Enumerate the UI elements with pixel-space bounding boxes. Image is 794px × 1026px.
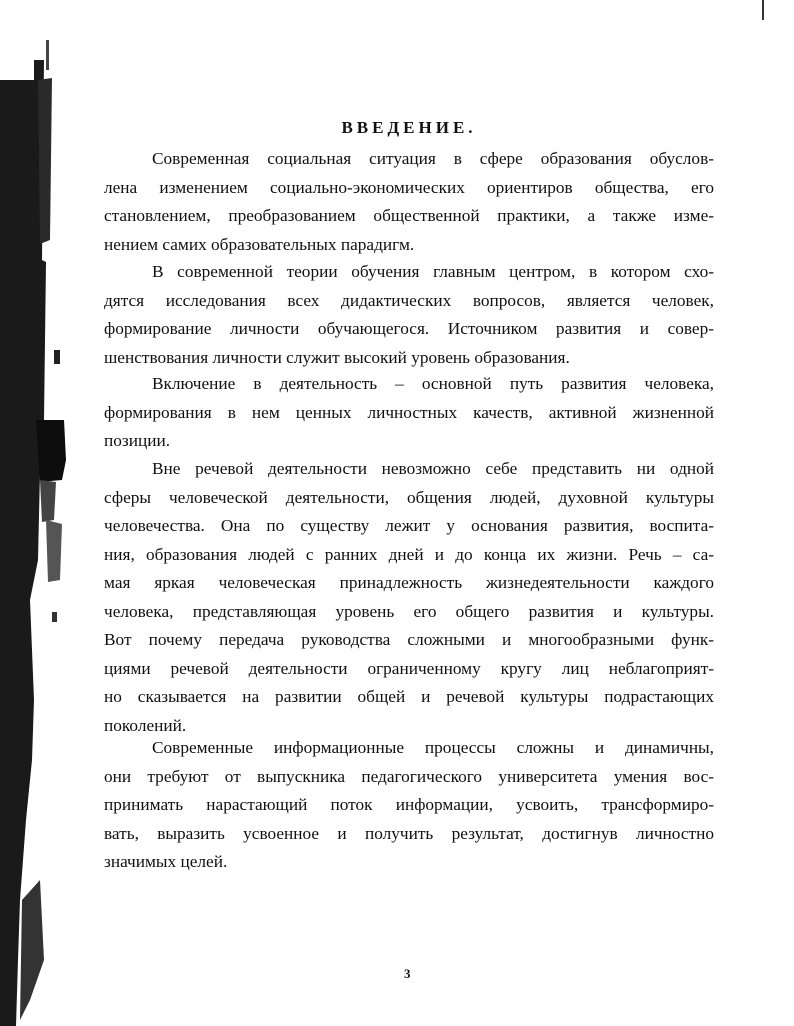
text-line: лена изменением социально-экономических ориентиров общества, его — [104, 177, 714, 197]
text-line: они требуют от выпускника педагогического университета умения вос- — [104, 766, 714, 786]
paragraph-2 — [104, 258, 714, 372]
text-line: Вне речевой деятельности невозможно себе представить ни одной — [152, 459, 714, 478]
text-line: дятся исследования всех дидактических вопросов, является человек, — [104, 290, 714, 310]
paragraph-4 — [104, 455, 714, 740]
scan-corner-mark — [762, 0, 764, 20]
text-line: вать, выразить усвоенное и получить результат, достигнув личностно — [104, 823, 714, 843]
text-line: циями речевой деятельности ограниченному кругу лиц неблагоприят- — [104, 658, 714, 678]
text-line: значимых целей. — [104, 852, 228, 871]
paragraph-3 — [104, 370, 714, 456]
page-title: ВВЕДЕНИЕ. — [341, 118, 477, 137]
text-line: мая яркая человеческая принадлежность жизнедеятельности каждого — [104, 573, 714, 592]
text-line: В современной теории обучения главным центром, в котором схо- — [152, 262, 714, 281]
text-line: но сказывается на развитии общей и речевой культуры подрастающих — [104, 687, 714, 706]
text-line: формирование личности обучающегося. Источником развития и совер- — [104, 319, 714, 338]
text-line: Современная социальная ситуация в сфере образования обуслов- — [152, 149, 714, 168]
text-line: шенствования личности служит высокий уровень образования. — [104, 347, 570, 367]
text-line: нением самих образовательных парадигм. — [104, 234, 415, 254]
paragraph-1 — [104, 145, 714, 259]
scan-binding-shadow — [0, 0, 80, 1026]
text-line: принимать нарастающий поток информации, усвоить, трансформиро- — [104, 795, 714, 814]
paragraph-5 — [104, 734, 714, 877]
text-line: Современные информационные процессы сложны и динамичны, — [152, 738, 714, 757]
text-line: человека, представляющая уровень его общего развития и культуры. — [104, 601, 714, 621]
text-line: Вот почему передача руководства сложными и многообразными функ- — [104, 630, 714, 649]
text-line: поколений. — [104, 715, 187, 735]
page-number: 3 — [404, 966, 411, 981]
text-line: позиции. — [104, 431, 171, 450]
text-line: человечества. Она по существу лежит у основания развития, воспита- — [104, 516, 714, 535]
text-line: формирования в нем ценных личностных качеств, активной жизненной — [104, 402, 714, 422]
text-line: Включение в деятельность – основной путь развития человека, — [152, 374, 714, 393]
text-line: сферы человеческой деятельности, общения людей, духовной культуры — [104, 487, 714, 507]
text-line: становлением, преобразованием общественной практики, а также изме- — [104, 206, 714, 225]
text-line: ния, образования людей с ранних дней и до конца их жизни. Речь – са- — [104, 544, 714, 564]
